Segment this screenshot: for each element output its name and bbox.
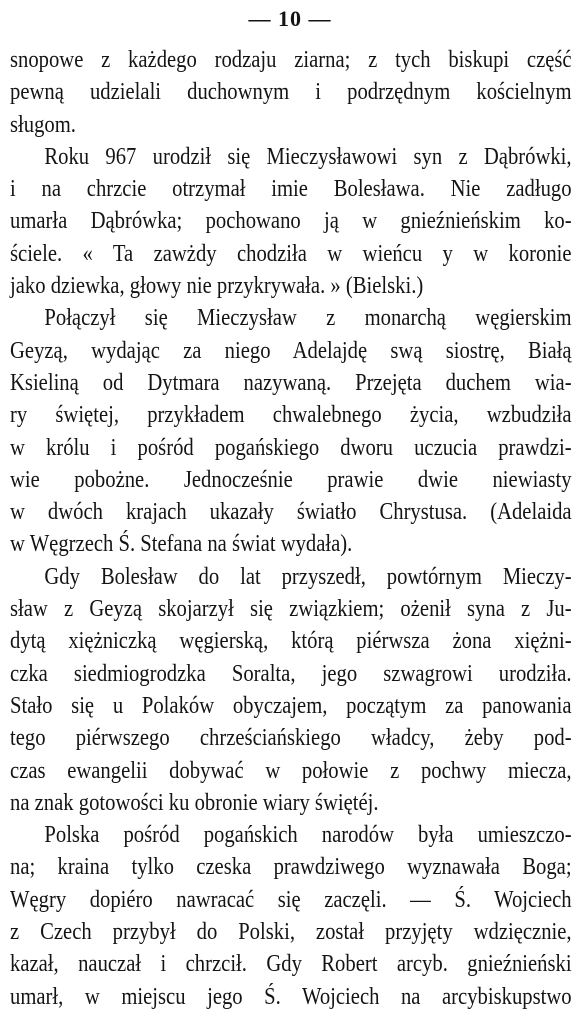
paragraph-first-line: Gdy Bolesław do lat przyszedł, powtórnym Mieczy- [44,563,572,590]
text-line: ry świętej, przykładem chwalebnego życia, wzbudziła [10,402,572,429]
text-line: ściele. « Ta zawżdy chodziła w wieńcu y w koronie [10,240,572,267]
text-line: czka siedmiogrodzka Soralta, jego szwagrowi urodziła. [10,660,572,687]
text-line: na; kraina tylko czeska prawdziwego wyznawała Boga; [10,854,572,881]
text-line: Ksieliną od Dytmara nazywaną. Przejęta duchem wia- [10,369,572,396]
text-line: sługom. [10,111,76,138]
text-line: czas ewangelii dobywać w połowie z pochwy miecza, [10,757,572,784]
page-number: — 10 — [248,6,332,31]
text-line: w dwóch krajach ukazały światło Chrystusa. (Adelaida [10,499,572,526]
text-line: na znak gotowości ku obronie wiary świętéj. [10,789,379,816]
text-line: pewną udzielali duchownym i podrzędnym kościelnym [10,79,572,106]
body-text [10,44,572,1013]
text-line: kazał, nauczał i chrzcił. Gdy Robert arcyb. gnieźnieński [10,951,572,978]
paragraph-first-line: Roku 967 urodził się Mieczysławowi syn z Dąbrówki, [44,143,572,170]
text-line: tego piérwszego chrześciańskiego władcy, żeby pod- [10,725,572,752]
text-line: i na chrzcie otrzymał imie Bolesława. Nie zadługo [10,176,572,203]
paragraph-first-line: Polska pośród pogańskich narodów była umieszczo- [44,822,572,849]
text-line: z Czech przybył do Polski, został przyjęty wdzięcznie, [10,919,572,946]
text-line: dytą xiężniczką węgierską, którą piérwsza żona xiężni- [10,628,572,655]
text-line: w Węgrzech Ś. Stefana na świat wydała). [10,531,353,558]
text-line: Stało się u Polaków obyczajem, początym za panowania [10,692,572,719]
text-line: Węgry dopiéro nawracać się zaczęli. — Ś. Wojciech [10,886,572,913]
text-line: snopowe z każdego rodzaju ziarna; z tych biskupi część [10,47,572,73]
text-line: w królu i pośród pogańskiego dworu uczucia prawdzi- [10,434,572,461]
paragraph-first-line: Połączył się Mieczysław z monarchą węgierskim [44,305,572,332]
text-line: umarł, w miejscu jego Ś. Wojciech na arcybiskupstwo [10,983,572,1010]
text-line: wie pobożne. Jednocześnie prawie dwie niewiasty [10,466,572,493]
text-line: umarła Dąbrówka; pochowano ją w gnieźnieńskim ko- [10,208,572,235]
text-line: sław z Geyzą skojarzył się związkiem; ożenił syna z Ju- [10,596,572,623]
text-line: jako dziewka, głowy nie przykrywała. » (Bielski.) [10,273,424,300]
text-line: Geyzą, wydając za niego Adelajdę swą siostrę, Białą [10,337,572,364]
